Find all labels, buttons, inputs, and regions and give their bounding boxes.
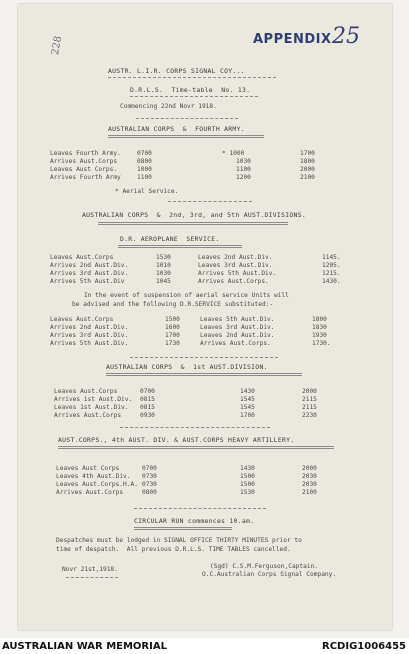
row-label: Leaves Aust Corps: [56, 465, 120, 472]
time-cell: 1500: [165, 316, 180, 323]
divider: [106, 373, 302, 376]
time-cell: 0815: [140, 404, 155, 411]
row-label: Arrives 1st Aust.Div.: [54, 396, 133, 403]
row-label: Leaves 4th Aust.Div.: [56, 473, 131, 480]
row-label: Leaves Fourth Army.: [50, 150, 121, 157]
row-label: Arrives Fourth Army: [50, 174, 121, 181]
time-cell: 1205.: [322, 262, 341, 269]
row-label: Leaves 1st Aust.Div.: [54, 404, 129, 411]
divider: [58, 446, 334, 449]
time-cell: 1215.: [322, 270, 341, 277]
time-cell: 1145.: [322, 254, 341, 261]
time-cell: 1200: [236, 174, 251, 181]
time-cell: 1430: [240, 388, 255, 395]
row-label: Leaves Aust.Corps: [50, 254, 114, 261]
substitution-note: be advised and the following D.R.SERVICE substituted:-: [72, 301, 274, 308]
time-cell: 1030: [236, 158, 251, 165]
divider: [130, 357, 278, 358]
time-cell: 2100: [300, 174, 315, 181]
time-cell: 0800: [142, 489, 157, 496]
time-cell: 2000: [302, 388, 317, 395]
row-label: Arrives 5th Aust.Div.: [50, 340, 129, 347]
aerial-service-note: * Aerial Service.: [115, 188, 179, 195]
time-cell: 1545: [240, 396, 255, 403]
row-label: Leaves Aust Corps.: [50, 166, 118, 173]
divider: [136, 118, 238, 119]
time-cell: 1045: [156, 278, 171, 285]
time-cell: 1100: [236, 166, 251, 173]
time-cell: 2115: [302, 404, 317, 411]
time-cell: 1430: [240, 465, 255, 472]
time-cell: 2230: [302, 412, 317, 419]
time-cell: 0930: [140, 412, 155, 419]
row-label: Leaves 3rd Aust.Div.: [200, 324, 275, 331]
row-label: Arrives 2nd Aust.Div.: [50, 324, 129, 331]
row-label: Leaves Aust.Corps: [54, 388, 118, 395]
section-title-heavy-artillery: AUST.CORPS., 4th AUST. DIV. & AUST.CORPS HEAVY ARTILLERY.: [58, 436, 295, 444]
time-cell: 1010: [156, 262, 171, 269]
time-cell: 1800: [312, 316, 327, 323]
time-cell: 0730: [142, 481, 157, 488]
section-title-first-division: AUSTRALIAN CORPS & 1st AUST.DIVISION.: [106, 363, 268, 371]
time-cell: 0700: [142, 465, 157, 472]
time-cell: 1800: [300, 158, 315, 165]
time-cell: 1830: [312, 324, 327, 331]
appendix-number: 25: [332, 24, 360, 49]
section-title-divisions: AUSTRALIAN CORPS & 2nd, 3rd, and 5th AUST.DIVISIONS.: [82, 211, 306, 219]
time-cell: 1530: [240, 489, 255, 496]
divider: [98, 222, 288, 225]
time-cell: 1430.: [322, 278, 341, 285]
time-cell: 2030: [302, 473, 317, 480]
time-cell: 2000: [302, 465, 317, 472]
aeroplane-service-heading: D.R. AEROPLANE SERVICE.: [120, 235, 220, 243]
time-cell: 1600: [165, 324, 180, 331]
despatch-instruction: Despatches must be lodged in SIGNAL OFFICE THIRTY MINUTES prior to: [56, 537, 302, 544]
time-cell: 0800: [137, 158, 152, 165]
row-label: Arrives Aust.Corps.: [200, 340, 271, 347]
row-label: Arrives 5th Aust.Div: [50, 278, 125, 285]
row-label: Leaves 2nd Aust.Div.: [198, 254, 273, 261]
row-label: Leaves 3rd Aust.Div.: [198, 262, 273, 269]
divider: [118, 245, 242, 248]
despatch-instruction: time of despatch. All previous D.R.L.S. TIME TABLES cancelled.: [56, 546, 291, 553]
time-cell: 2000: [300, 166, 315, 173]
time-cell: * 1000: [222, 150, 245, 157]
time-cell: 2100: [302, 489, 317, 496]
signature-name: (Sgd) C.S.M.Ferguson,Captain.: [210, 563, 319, 570]
substitution-note: In the event of suspension of aerial service Units will: [84, 292, 289, 299]
row-label: Arrives 3rd Aust.Div.: [50, 332, 129, 339]
divider: [108, 135, 264, 138]
divider: [134, 527, 232, 530]
time-cell: 1500: [240, 481, 255, 488]
time-cell: 2115: [302, 396, 317, 403]
signature-title: O.C.Australian Corps Signal Company.: [202, 571, 337, 578]
unit-heading: AUSTR. L.I.R. CORPS SIGNAL COY...: [108, 67, 245, 75]
timetable-heading: D.R.L.S. Time-table No. 13.: [130, 86, 251, 94]
row-label: Arrives 2nd Aust.Div.: [50, 262, 129, 269]
time-cell: 1030: [156, 270, 171, 277]
document-date: Novr 21st,1918.: [62, 566, 118, 573]
time-cell: 1700: [240, 412, 255, 419]
time-cell: 1500: [240, 473, 255, 480]
divider: [66, 577, 118, 578]
time-cell: 1700: [165, 332, 180, 339]
row-label: Arrives Aust.Corps: [50, 158, 118, 165]
time-cell: 1545: [240, 404, 255, 411]
divider: [108, 77, 276, 78]
row-label: Leaves 2nd Aust.Div.: [200, 332, 275, 339]
time-cell: 1730: [165, 340, 180, 347]
time-cell: 0700: [140, 388, 155, 395]
divider: [134, 508, 266, 509]
row-label: Arrives Aust.Corps: [54, 412, 122, 419]
appendix-stamp: APPENDIX: [253, 32, 332, 47]
row-label: Arrives 3rd Aust.Div.: [50, 270, 129, 277]
time-cell: 0815: [140, 396, 155, 403]
divider: [120, 427, 270, 428]
divider: [168, 201, 252, 202]
row-label: Leaves Aust.Corps.H.A.: [56, 481, 138, 488]
time-cell: 1930: [312, 332, 327, 339]
time-cell: 1000: [137, 166, 152, 173]
time-cell: 0730: [142, 473, 157, 480]
section-title-fourth-army: AUSTRALIAN CORPS & FOURTH ARMY.: [108, 125, 245, 133]
archive-name: AUSTRALIAN WAR MEMORIAL: [2, 641, 167, 652]
row-label: Leaves Aust.Corps: [50, 316, 114, 323]
archive-record-id: RCDIG1006455: [322, 641, 406, 652]
archive-footer: [0, 638, 409, 654]
time-cell: 1700: [300, 150, 315, 157]
circular-run-notice: CIRCULAR RUN commences 10.am.: [134, 517, 255, 525]
divider: [130, 96, 258, 97]
folio-number: 228: [50, 35, 65, 56]
row-label: Arrives Aust.Corps.: [198, 278, 269, 285]
time-cell: 1730.: [312, 340, 331, 347]
time-cell: 0700: [137, 150, 152, 157]
time-cell: 1100: [137, 174, 152, 181]
row-label: Leaves 5th Aust.Div.: [200, 316, 275, 323]
commencing-line: Commencing 22nd Novr 1918.: [120, 103, 217, 110]
time-cell: 2030: [302, 481, 317, 488]
row-label: Arrives 5th Aust.Div.: [198, 270, 277, 277]
row-label: Arrives Aust.Corps: [56, 489, 124, 496]
time-cell: 1530: [156, 254, 171, 261]
